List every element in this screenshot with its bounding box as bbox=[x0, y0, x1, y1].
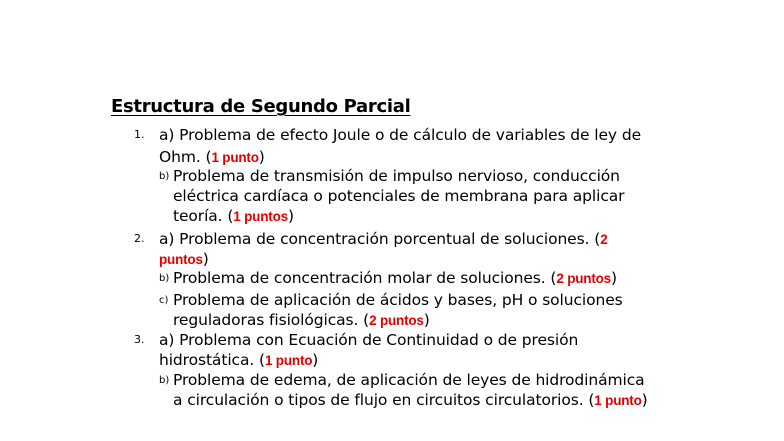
item-2-c-line-2: reguladoras fisiológicas. (2 puntos) bbox=[173, 311, 430, 329]
sub-marker: c) bbox=[159, 295, 169, 306]
item-number: 2. bbox=[134, 232, 145, 245]
points-label: 1 punto bbox=[264, 353, 313, 368]
item-1-b-line-2: eléctrica cardíaca o potenciales de membrana para aplicar bbox=[173, 187, 625, 205]
points-label: puntos bbox=[159, 252, 203, 267]
slide-title: Estructura de Segundo Parcial bbox=[111, 96, 411, 117]
item-1-b-line-3: teoría. (1 puntos) bbox=[173, 207, 294, 225]
item-1-b-line-1: Problema de transmisión de impulso nervioso, conducción bbox=[173, 167, 620, 185]
item-number: 1. bbox=[134, 128, 145, 141]
item-1-a-line-1: a) Problema de efecto Joule o de cálculo de variables de ley de bbox=[159, 126, 642, 144]
points-label: 2 puntos bbox=[556, 271, 611, 286]
item-1-a-line-2: Ohm. (1 punto) bbox=[159, 148, 265, 166]
item-2-a-line-2: puntos) bbox=[159, 250, 209, 268]
points-label: 1 punto bbox=[211, 150, 259, 165]
item-3-a-line-2: hidrostática. (1 punto) bbox=[159, 351, 319, 369]
item-number: 3. bbox=[134, 333, 145, 346]
item-2-c-line-1: Problema de aplicación de ácidos y bases, pH o soluciones bbox=[173, 291, 623, 309]
points-label: 2 bbox=[600, 232, 608, 247]
item-3-b-line-1: Problema de edema, de aplicación de leyes de hidrodinámica bbox=[173, 371, 645, 389]
points-label: 2 puntos bbox=[369, 313, 424, 328]
item-3-a-line-1: a) Problema con Ecuación de Continuidad o de presión bbox=[159, 331, 579, 349]
item-2-a-line-1: a) Problema de concentración porcentual de soluciones. (2 bbox=[159, 230, 608, 248]
item-3-b-line-2: a circulación o tipos de flujo en circuitos circulatorios. (1 punto) bbox=[173, 391, 648, 409]
item-2-b-line: Problema de concentración molar de soluciones. (2 puntos) bbox=[173, 269, 617, 287]
points-label: 1 punto bbox=[594, 393, 642, 408]
sub-marker: b) bbox=[159, 273, 170, 284]
sub-marker: b) bbox=[159, 375, 170, 386]
points-label: 1 puntos bbox=[233, 209, 288, 224]
sub-marker: b) bbox=[159, 171, 170, 182]
